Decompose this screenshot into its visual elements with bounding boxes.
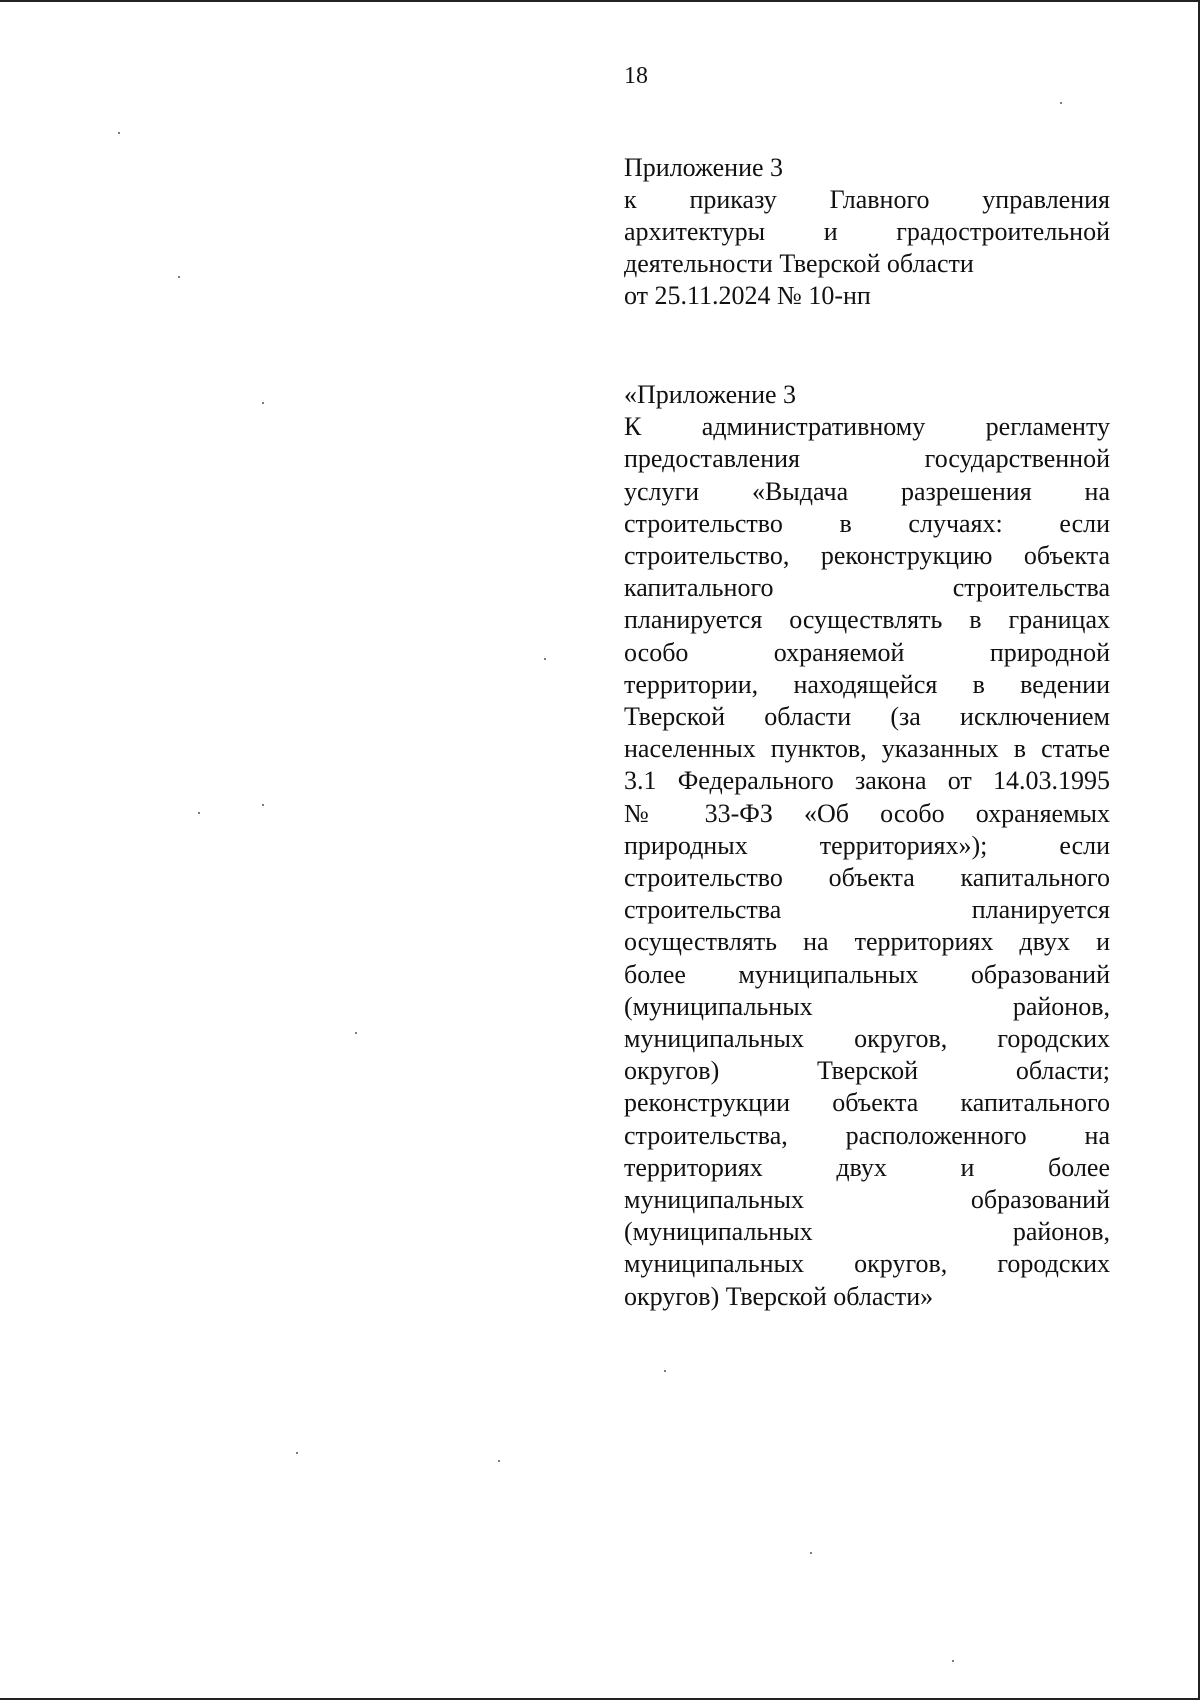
scan-speck — [498, 1460, 500, 1462]
annex-body-line: округов) Тверской области» — [624, 1281, 934, 1311]
annex-body-line: муниципальных образований — [624, 1185, 1110, 1215]
annex-body-line: планируется осуществлять в границах — [624, 605, 1110, 635]
scan-speck — [118, 132, 120, 134]
annex-body-line: населенных пунктов, указанных в статье — [624, 734, 1110, 764]
scan-speck — [262, 402, 264, 404]
page-number: 18 — [624, 63, 648, 89]
scan-speck — [178, 276, 180, 278]
annex-body-line: предоставления государственной — [624, 444, 1110, 474]
annex-body-line: строительства планируется — [624, 895, 1110, 925]
scan-edge-top — [0, 0, 1200, 2]
scan-speck — [355, 1032, 357, 1034]
annex-body-line: округов) Тверской области; — [624, 1056, 1110, 1086]
annex-body-line: К административному регламенту — [624, 412, 1110, 442]
annex-body-line: капитального строительства — [624, 573, 1110, 603]
annex-body-line: осуществлять на территориях двух и — [624, 927, 1110, 957]
annex-header-line: деятельности Тверской области — [624, 249, 974, 278]
annex-body-line: услуги «Выдача разрешения на — [624, 476, 1110, 506]
annex-header-line: архитектуры и градостроительной — [624, 217, 1110, 246]
annex-body-line: № 33-ФЗ «Об особо охраняемых — [624, 798, 1110, 828]
annex-body-line: «Приложение 3 — [624, 380, 797, 409]
scan-speck — [810, 1552, 812, 1554]
annex-body-line: муниципальных округов, городских — [624, 1249, 1110, 1279]
scan-speck — [664, 1370, 666, 1372]
annex-body-line: (муниципальных районов, — [624, 1217, 1110, 1247]
annex-body-line: территориях двух и более — [624, 1152, 1110, 1182]
annex-header-line: Приложение 3 — [624, 153, 784, 182]
annex-header-line: от 25.11.2024 № 10-нп — [624, 281, 871, 310]
scan-speck — [544, 658, 546, 660]
scan-speck — [952, 1660, 954, 1662]
annex-body-line: природных территориях»); если — [624, 830, 1110, 860]
annex-body-line: строительства, расположенного на — [624, 1120, 1110, 1150]
annex-body-line: муниципальных округов, городских — [624, 1024, 1110, 1054]
annex-body — [624, 379, 1110, 1313]
annex-body-line: (муниципальных районов, — [624, 991, 1110, 1021]
annex-body-line: более муниципальных образований — [624, 959, 1110, 989]
annex-body-line: строительство, реконструкцию объекта — [624, 541, 1110, 571]
annex-body-line: Тверской области (за исключением — [624, 702, 1110, 732]
scan-speck — [296, 1452, 298, 1454]
scan-speck — [198, 812, 200, 814]
scan-speck — [262, 804, 264, 806]
annex-body-line: строительство объекта капитального — [624, 863, 1110, 893]
annex-body-line: особо охраняемой природной — [624, 637, 1110, 667]
annex-body-line: реконструкции объекта капитального — [624, 1088, 1110, 1118]
scan-speck — [1060, 102, 1062, 104]
annex-header-line: к приказу Главного управления — [624, 185, 1110, 214]
annex-header — [624, 152, 1110, 312]
annex-body-line: территории, находящейся в ведении — [624, 669, 1110, 699]
annex-body-line: строительство в случаях: если — [624, 508, 1110, 538]
annex-body-line: 3.1 Федерального закона от 14.03.1995 — [624, 766, 1110, 796]
